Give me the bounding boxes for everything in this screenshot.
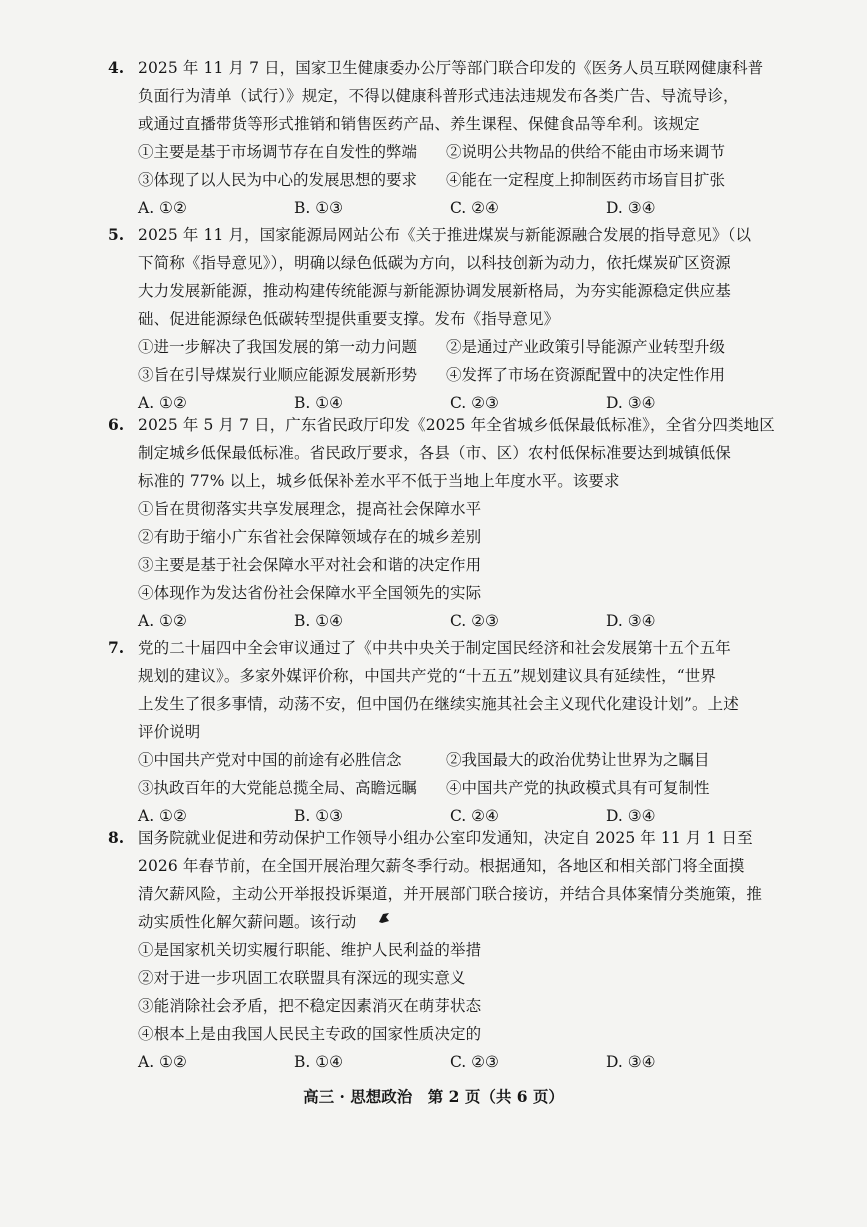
question-4 (108, 54, 764, 222)
choice-b: B. ①④ (294, 612, 344, 630)
question-stem-line: 清欠薪风险，主动公开举报投诉渠道，并开展部门联合接访，并结合具体案情分类施策，推 (138, 885, 763, 903)
statement-3: ③执政百年的大党能总揽全局、高瞻远瞩 (138, 779, 418, 797)
choice-d: D. ③④ (606, 394, 656, 412)
statement-3: ③主要是基于社会保障水平对社会和谐的决定作用 (138, 556, 482, 574)
statement-1: ①是国家机关切实履行职能、维护人民利益的举措 (138, 941, 482, 959)
choice-d: D. ③④ (606, 612, 656, 630)
choice-b: B. ①③ (294, 807, 344, 825)
statement-1: ①进一步解决了我国发展的第一动力问题 (138, 338, 418, 356)
question-stem-line: 国务院就业促进和劳动保护工作领导小组办公室印发通知，决定自 2025 年 11 月 1 日至 (138, 829, 753, 847)
question-5 (108, 221, 758, 417)
question-8 (108, 824, 763, 1076)
question-7 (108, 634, 758, 830)
question-number: 8. (108, 828, 125, 847)
question-stem-line: 规划的建议》。多家外媒评价称，中国共产党的“十五五”规划建议具有延续性，“世界 (138, 667, 716, 685)
question-stem-line: 动实质性化解欠薪问题。该行动 (138, 913, 357, 931)
statement-1: ①旨在贯彻落实共享发展理念，提高社会保障水平 (138, 500, 482, 518)
choice-c: C. ②③ (450, 1053, 499, 1071)
question-stem-line: 2025 年 11 月，国家能源局网站公布《关于推进煤炭与新能源融合发展的指导意见》（以 (138, 226, 752, 244)
question-stem-line: 2025 年 11 月 7 日，国家卫生健康委办公厅等部门联合印发的《医务人员互联网健康科普 (138, 59, 764, 77)
question-stem-line: 评价说明 (138, 723, 201, 741)
statement-4: ④发挥了市场在资源配置中的决定性作用 (446, 366, 726, 384)
choice-a: A. ①② (138, 612, 187, 630)
statement-row (138, 333, 758, 361)
choice-a: A. ①② (138, 394, 187, 412)
statement-row (138, 166, 758, 194)
question-number: 4. (108, 58, 125, 77)
statement-row (138, 361, 758, 389)
page-footer: 高三 · 思想政治 第 2 页（共 6 页） (303, 1087, 564, 1106)
statement-1: ①中国共产党对中国的前途有必胜信念 (138, 751, 402, 769)
answer-choices (138, 1048, 758, 1076)
pen-mark-icon (377, 911, 391, 924)
statement-4: ④能在一定程度上抑制医药市场盲目扩张 (446, 171, 726, 189)
question-stem-line: 大力发展新能源，推动构建传统能源与新能源协调发展新格局，为夯实能源稳定供应基 (138, 282, 731, 300)
question-6 (108, 411, 775, 635)
choice-a: A. ①② (138, 1053, 187, 1071)
statement-row (138, 774, 758, 802)
statement-2: ②是通过产业政策引导能源产业转型升级 (446, 338, 726, 356)
statement-3: ③旨在引导煤炭行业顺应能源发展新形势 (138, 366, 418, 384)
choice-d: D. ③④ (606, 199, 656, 217)
statement-4: ④根本上是由我国人民民主专政的国家性质决定的 (138, 1025, 482, 1043)
question-stem-line: 负面行为清单（试行）》规定，不得以健康科普形式违法违规发布各类广告、导流导诊， (138, 87, 739, 105)
question-stem-line: 党的二十届四中全会审议通过了《中共中央关于制定国民经济和社会发展第十五个五年 (138, 639, 731, 657)
choice-c: C. ②③ (450, 612, 499, 630)
answer-choices (138, 194, 758, 222)
choice-c: C. ②④ (450, 199, 499, 217)
choice-c: C. ②④ (450, 807, 499, 825)
statement-row (138, 746, 758, 774)
statement-4: ④体现作为发达省份社会保障水平全国领先的实际 (138, 584, 482, 602)
statement-3: ③能消除社会矛盾，把不稳定因素消灭在萌芽状态 (138, 997, 482, 1015)
question-number: 7. (108, 638, 125, 657)
statement-1: ①主要是基于市场调节存在自发性的弊端 (138, 143, 418, 161)
question-stem-line: 或通过直播带货等形式推销和销售医药产品、养生课程、保健食品等牟利。该规定 (138, 115, 700, 133)
question-stem-line: 础、促进能源绿色低碳转型提供重要支撑。发布《指导意见》 (138, 310, 560, 328)
statement-2: ②我国最大的政治优势让世界为之瞩目 (446, 751, 710, 769)
choice-b: B. ①③ (294, 199, 344, 217)
question-stem-line: 2026 年春节前，在全国开展治理欠薪冬季行动。根据通知，各地区和相关部门将全面摸 (138, 857, 745, 875)
statement-3: ③体现了以人民为中心的发展思想的要求 (138, 171, 418, 189)
statement-row (138, 138, 758, 166)
question-stem-line: 上发生了很多事情，动荡不安，但中国仍在继续实施其社会主义现代化建设计划”。上述 (138, 695, 739, 713)
statement-2: ②对于进一步巩固工农联盟具有深远的现实意义 (138, 969, 466, 987)
choice-b: B. ①④ (294, 1053, 344, 1071)
statement-2: ②有助于缩小广东省社会保障领域存在的城乡差别 (138, 528, 482, 546)
choice-d: D. ③④ (606, 1053, 656, 1071)
question-stem-line: 制定城乡低保最低标准。省民政厅要求，各县（市、区）农村低保标准要达到城镇低保 (138, 444, 731, 462)
choice-a: A. ①② (138, 807, 187, 825)
question-stem-line: 标准的 77% 以上，城乡低保补差水平不低于当地上年度水平。该要求 (138, 472, 620, 490)
answer-choices (138, 607, 758, 635)
question-stem-line: 下简称《指导意见》），明确以绿色低碳为方向，以科技创新为动力，依托煤炭矿区资源 (138, 254, 731, 272)
statement-2: ②说明公共物品的供给不能由市场来调节 (446, 143, 726, 161)
choice-d: D. ③④ (606, 807, 656, 825)
question-stem-line: 2025 年 5 月 7 日，广东省民政厅印发《2025 年全省城乡低保最低标准》，全省分四类地区 (138, 416, 775, 434)
choice-c: C. ②③ (450, 394, 499, 412)
question-number: 5. (108, 225, 125, 244)
choice-b: B. ①④ (294, 394, 344, 412)
statement-4: ④中国共产党的执政模式具有可复制性 (446, 779, 710, 797)
choice-a: A. ①② (138, 199, 187, 217)
question-number: 6. (108, 415, 125, 434)
